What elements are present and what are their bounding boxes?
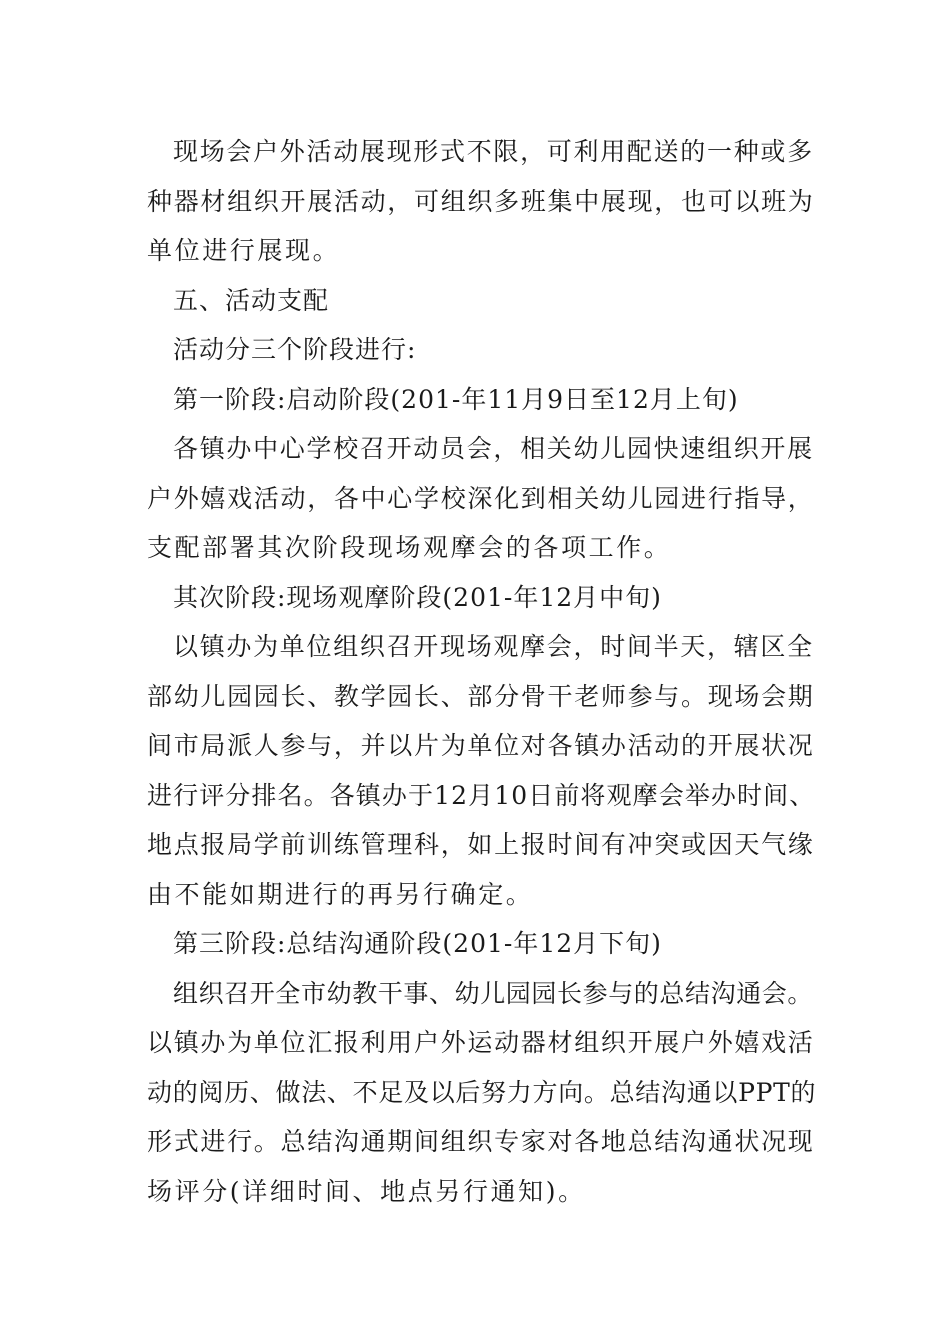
text-line: 单位进行展现。 <box>147 236 341 265</box>
text-line: 支配部署其次阶段现场观摩会的各项工作。 <box>147 533 672 562</box>
text-line: 现场会户外活动展现形式不限，可利用配送的一种或多 <box>173 137 814 166</box>
stage-heading: 第三阶段:总结沟通阶段(201-年12月下旬) <box>173 929 662 958</box>
text-line: 间市局派人参与，并以片为单位对各镇办活动的开展状况 <box>147 731 815 760</box>
text-line: 地点报局学前训练管理科，如上报时间有冲突或因天气缘 <box>147 830 815 859</box>
stage-heading: 其次阶段:现场观摩阶段(201-年12月中旬) <box>173 582 662 612</box>
text-line: 由不能如期进行的再另行确定。 <box>147 879 534 909</box>
text-line: 种器材组织开展活动，可组织多班集中展现，也可以班为 <box>147 186 815 216</box>
text-line: 户外嬉戏活动，各中心学校深化到相关幼儿园进行指导， <box>147 483 815 513</box>
text-line: 组织召开全市幼教干事、幼儿园园长参与的总结沟通会。 <box>173 978 814 1008</box>
text-line: 以镇办为单位汇报利用户外运动器材组织开展户外嬉戏活 <box>147 1028 815 1057</box>
text-line: 活动分三个阶段进行: <box>173 335 417 364</box>
stage-heading: 第一阶段:启动阶段(201-年11月9日至12月上旬) <box>173 384 739 414</box>
text-line: 进行评分排名。各镇办于12月10日前将观摩会举办时间、 <box>147 780 816 810</box>
text-line: 形式进行。总结沟通期间组织专家对各地总结沟通状况现 <box>147 1127 815 1156</box>
text-line: 以镇办为单位组织召开现场观摩会，时间半天，辖区全 <box>173 632 814 661</box>
text-line: 场评分(详细时间、地点另行通知)。 <box>147 1176 586 1206</box>
document-page <box>147 127 817 1216</box>
text-line: 动的阅历、做法、不足及以后努力方向。总结沟通以PPT的 <box>147 1077 817 1107</box>
text-line: 各镇办中心学校召开动员会，相关幼儿园快速组织开展 <box>173 434 814 463</box>
text-line: 部幼儿园园长、教学园长、部分骨干老师参与。现场会期 <box>147 681 815 711</box>
section-heading: 五、活动支配 <box>173 285 330 315</box>
